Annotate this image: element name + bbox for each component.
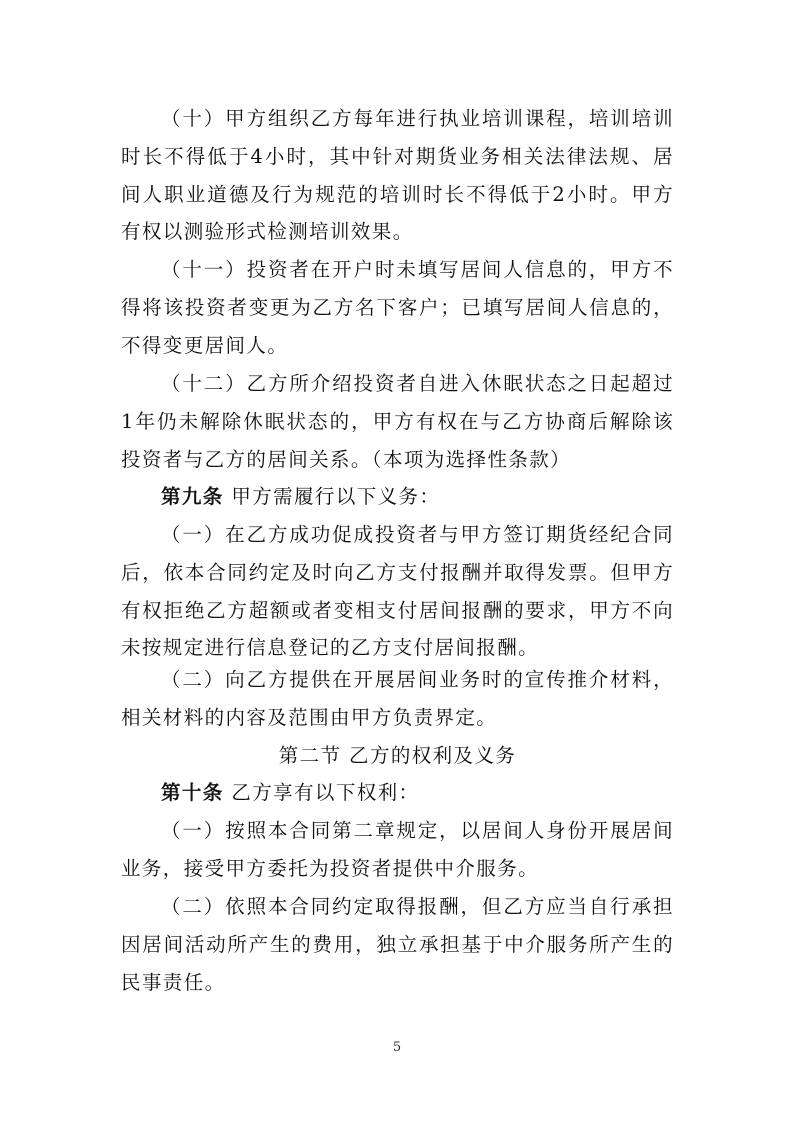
clause-10-number: 第十条: [161, 781, 224, 804]
clause-8-item-11: （十一）投资者在开户时未填写居间人信息的，甲方不得将该投资者变更为乙方名下客户；已填写居间人信息的，不得变更居间人。: [121, 258, 674, 357]
clause-10-heading: [121, 774, 674, 812]
clause-10-item-1: （一）按照本合同第二章规定，以居间人身份开展居间业务，接受甲方委托为投资者提供中介服务。: [121, 819, 674, 880]
clause-9-item-2: （二）向乙方提供在开展居间业务时的宣传推介材料，相关材料的内容及范围由甲方负责界定。: [121, 668, 674, 729]
clause-8-item-12: （十二）乙方所介绍投资者自进入休眠状态之日起超过1年仍未解除休眠状态的，甲方有权在与乙方协商后解除该投资者与乙方的居间关系。（本项为选择性条款）: [121, 372, 674, 471]
clause-9-text: 甲方需履行以下义务：: [231, 485, 441, 508]
page-number: 5: [392, 1040, 402, 1055]
clause-10-text: 乙方享有以下权利：: [231, 781, 420, 804]
clause-9-number: 第九条: [161, 485, 224, 508]
clause-9-item-1: （一）在乙方成功促成投资者与甲方签订期货经纪合同后，依本合同约定及时向乙方支付报酬并取得发票。但甲方有权拒绝乙方超额或者变相支付居间报酬的要求，甲方不向未按规定进行信息登记的乙方支付居间报酬。: [121, 523, 674, 660]
clause-9-heading: [121, 478, 674, 516]
clause-10-item-2: （二）依照本合同约定取得报酬，但乙方应当自行承担因居间活动所产生的费用，独立承担基于中介服务所产生的民事责任。: [121, 895, 674, 994]
clause-8-item-10: （十）甲方组织乙方每年进行执业培训课程，培训培训时长不得低于4小时，其中针对期货业务相关法律法规、居间人职业道德及行为规范的培训时长不得低于2小时。甲方有权以测验形式检测培训效果。: [121, 107, 674, 244]
section-2-title: 第二节 乙方的权利及义务: [278, 744, 517, 767]
